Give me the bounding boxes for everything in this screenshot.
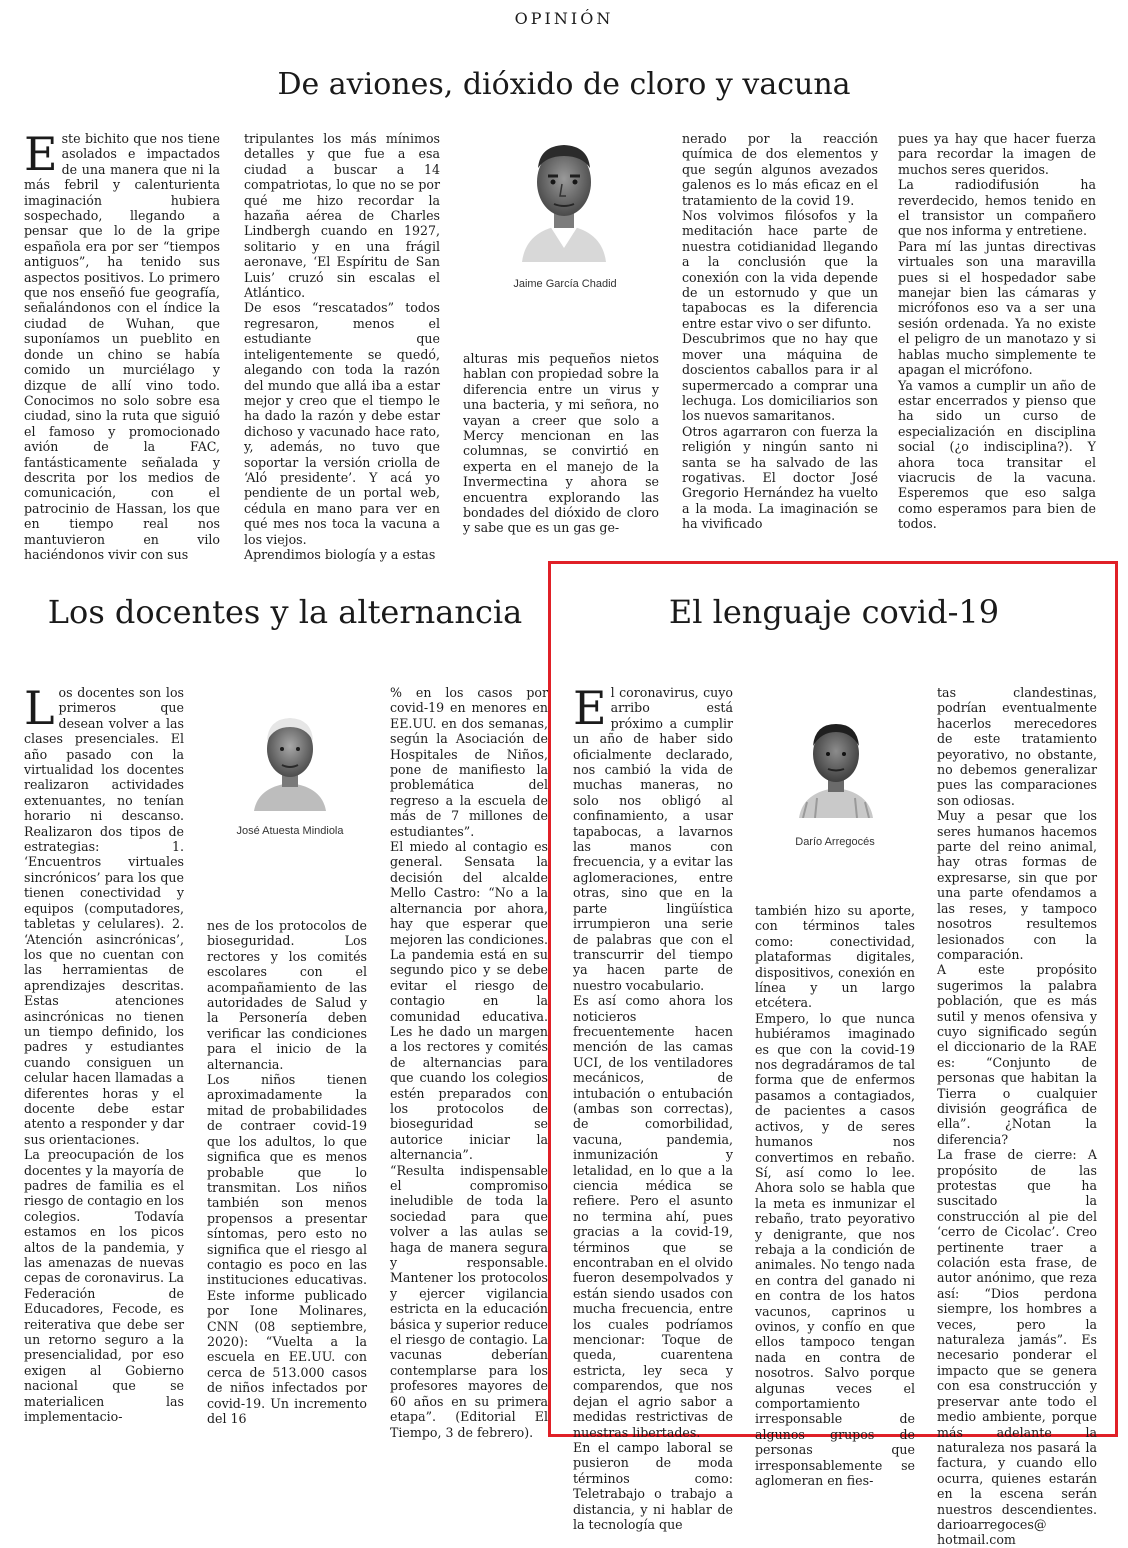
article1-paragraph: De esos “rescatados” todos regresaron, menos el estudiante que inteligentemente se quedó, alegando con toda la razón del mundo que allá iba a estar mejor y creo que el tiempo le ha dado la razón y debe estar dichoso y vacunado hace rato, y, además, no tuvo que soportar la versión criolla de ‘Aló presidente’. Y acá yo pendiente de un portal web, cédula en mano para ver en qué mes nos toca la vacuna a los viejos. (244, 300, 440, 547)
article2-paragraph: % en los casos por covid-19 en menores en EE.UU. en dos semanas, según la Asociación de Hospitales de Niños, pone de manifiesto la problemática del regreso a la escuela de más de 7 millones de estudiantes”. (390, 685, 548, 839)
drop-cap: E (573, 681, 607, 735)
article3-paragraph: La frase de cierre: A propósito de las protestas que ha suscitado la construcción al pie del ‘cerro de Cicolac’. Creo pertinente traer a colación esta frase, de autor anónimo, que reza así: “Dios perdona siempre, los hombres a veces, pero la naturaleza jamás”. Es necesario ponderar el impacto que se genera con esa construcción y preservar ante todo el medio ambiente, porque más adelante la naturaleza nos pasará la factura, y cuando ello ocurra, quienes estarán en la escena serán nuestros descendientes. darioarregoces@ hotmail.com (937, 1147, 1097, 1548)
drop-cap: E (24, 127, 58, 181)
article1-paragraph: tripulantes los más mínimos detalles y que fue a esa ciudad a buscar a 14 compatriotas, lo que no se por qué me hizo recordar la hazaña aérea de Charles Lindbergh cuando en 1927, solitario y en una frágil aeronave, ‘El Espíritu de San Luis’ cruzó sin escalas el Atlántico. (244, 131, 440, 301)
article1-column-1 (24, 127, 220, 562)
author-byline: Jaime García Chadid (513, 278, 617, 290)
article3-paragraph: En el campo laboral se pusieron de moda términos como: Teletrabajo o trabajo a distancia, y ni hablar de la tecnología que (573, 1439, 733, 1532)
article1-paragraph: Este bichito que nos tiene asolados e impactados de una manera que ni la más febril y calenturienta imaginación hubiera sospechado, llegando a pensar que lo de la gripe española era por ser “tiempos antiguos”, ha tenido sus aspectos positivos. Lo primero que nos enseñó fue geografía, señalándonos con el índice la ciudad de Wuhan, que suponíamos un pueblito en donde un chino se había comido un murciélago y dizque de allí vino todo. Conocimos no solo sobre esa ciudad, sino la ruta que siguió el famoso y promocionado avión de la FAC, fantásticamente señalada y descrita por los medios de comunicación, con el patrocinio de Hassan, los que en tiempo real nos mantuvieron en vilo haciéndonos vivir con sus (24, 127, 220, 562)
article3-paragraph: A este propósito sugerimos la palabra población, que es más sutil y menos ofensiva y cuyo significado según el diccionario de la RAE es: “Conjunto de personas que habitan la Tierra o cualquier división geográfica de ella”. ¿Notan la diferencia? (937, 962, 1097, 1147)
author-photo (512, 130, 616, 262)
article2-column-1 (24, 681, 184, 1425)
article3-column-2 (755, 903, 915, 1488)
article2-paragraph: Los niños tienen aproximadamente la mitad de probabilidades de contraer covid-19 que los adultos, lo que significa que es menos probable que lo transmitan. Los niños también son menos propensos a presentar síntomas, pero esto no significa que el riesgo al contagio es poco en las instituciones educativas. Este informe publicado por Ione Molinares, CNN (08 septiembre, 2020): “Vuelta a la escuela en EE.UU. con cerca de 513.000 casos de niños infectados por covid-19. Un incremento del 16 (207, 1072, 367, 1426)
article3-paragraph: El coronavirus, cuyo arribo está próximo a cumplir un año de haber sido oficialmente declarado, nos cambió la vida de muchas maneras, no solo nos obligó al confinamiento, a usar tapabocas, a lavarnos las manos con frecuencia, y a evitar las aglomeraciones, entre otras, sino que en la parte lingüística irrumpieron una serie de palabras que con el transcurrir del tiempo ya hacen parte de nuestro vocabulario. (573, 681, 733, 993)
article1-paragraph: nerado por la reacción química de dos elementos y que según algunos avezados galenos es lo más eficaz en el tratamiento de la covid 19. (682, 131, 878, 208)
article1-paragraph: Ya vamos a cumplir un año de estar encerrados y pienso que ha sido un curso de especialización en disciplina social (¿o indisciplina?). Y ahora toca transitar el viacrucis de la vacuna. Esperemos que eso salga como esperamos para bien de todos. (898, 377, 1096, 532)
author-photo (795, 714, 877, 818)
article1-paragraph: Para mí las juntas directivas virtuales son una maravilla pues si el hospedador sabe manejar bien las cámaras y micrófonos eso va a ser una sesión ordenada. Ya no existe el peligro de un manotazo y si hablas mucho simplemente te apagan el micrófono. (898, 238, 1096, 378)
article3-paragraph: tas clandestinas, podrían eventualmente hacerlos merecedores de este tratamiento peyorativo, no obstante, no debemos generalizar pues las comparaciones son odiosas. (937, 685, 1097, 808)
article2-headline: Los docentes y la alternancia (47, 593, 523, 631)
article1-paragraph: Otros agarraron con fuerza la religión y ningún santo ni santa se ha salvado de las rogativas. El doctor José Gregorio Hernández ha vuelto a la moda. La imaginación se ha vivificado (682, 423, 878, 532)
article3-column-3 (937, 685, 1097, 1548)
article2-column-3 (390, 685, 548, 1440)
article3-paragraph: Muy a pesar que los seres humanos hacemos parte del reino animal, hay otras formas de expresarse, sin que por una parte ofendamos a las reses, y tampoco nosotros resultemos lesionados con la comparación. (937, 808, 1097, 962)
article2-paragraph: Los docentes son los primeros que desean volver a las clases presenciales. El año pasado con la virtualidad los docentes realizaron actividades extenuantes, no tenían horario ni descanso. Realizaron dos tipos de estrategias: 1. ‘Encuentros virtuales sincrónicos’ para los que tienen conectividad y equipos (computadores, tabletas y celulares). 2. ‘Atención asincrónicas’, los que no cuentan con las herramientas de aprendizajes descritas. Estas atenciones asincrónicas no tienen un tiempo definido, los padres y estudiantes cuando consiguen un celular hacen llamadas a diferentes horas y el docente debe estar atento a responder y dar sus orientaciones. (24, 681, 184, 1147)
article1-paragraph: Descubrimos que no hay que mover una máquina de doscientos caballos para ir al supermercado a comprar una lechuga. Los domiciliarios son los nuevos samaritanos. (682, 331, 878, 424)
article1-headline: De aviones, dióxido de cloro y vacuna (277, 67, 851, 102)
article1-paragraph: Aprendimos biología y a estas (244, 546, 436, 562)
article1-column-2 (244, 131, 440, 562)
article1-paragraph: La radiodifusión ha reverdecido, hemos tenido en el transistor un compañero que nos informa y entretiene. (898, 177, 1096, 239)
author-byline: Darío Arregocés (795, 836, 875, 848)
section-label: OPINIÓN (514, 9, 614, 28)
article2-paragraph: La preocupación de los docentes y la mayoría de padres de familia es el riesgo de contagio en los colegios. Todavía estamos en los picos altos de la pandemia, y las amenazas de nuevas cepas de coronavirus. La Federación de Educadores, Fecode, es reiterativa que debe ser un retorno seguro a la presencialidad, por eso exigen al Gobierno nacional que se materialicen las implementacio- (24, 1147, 184, 1425)
article3-paragraph: Empero, lo que nunca hubiéramos imaginado es que con la covid-19 nos degradáramos de tal forma que de enfermos pasamos a contagiados, de pacientes a casos activos, y de seres humanos nos convertimos en rebaño. Sí, así como lo lee. Ahora solo se habla que la meta es inmunizar el rebaño, trato peyorativo y denigrante, que nos rebaja a la condición de animales. No tengo nada en contra del ganado ni en contra de los hatos vacunos, caprinos u ovinos, y confío en que ellos tampoco tengan nada en contra de nosotros. Salvo porque algunas veces el comportamiento irresponsable de algunos grupos de personas que irresponsablemente se aglomeran en fies- (755, 1010, 915, 1489)
article3-paragraph: Es así como ahora los noticieros frecuentemente hacen mención de las camas UCI, de los ventiladores mecánicos, de intubación o entubación (ambas son correctas), de comorbilidad, vacuna, pandemia, inmunización y letalidad, en lo que a la ciencia médica se refiere. Pero el asunto no termina ahí, pues gracias a la covid-19, términos que se encontraban en el olvido fueron desempolvados y están siendo usados con mucha frecuencia, entre los cuales podríamos mencionar: Toque de queda, cuarentena estricta, ley seca y comparendos, que nos dejan el agrio sabor a medidas restrictivas de nuestras libertades. (573, 993, 733, 1440)
article1-paragraph: pues ya hay que hacer fuerza para recordar la imagen de muchos seres queridos. (898, 131, 1096, 177)
article2-paragraph: nes de los protocolos de bioseguridad. Los rectores y los comités escolares con el acompañamiento de las autoridades de Salud y la Personería deben verificar las condiciones para el inicio de la alternancia. (207, 918, 367, 1072)
article1-column-4 (682, 131, 878, 532)
article2-column-2 (207, 918, 367, 1426)
article2-paragraph: El miedo al contagio es general. Sensata la decisión del alcalde Mello Castro: “No a la alternancia por ahora, hay que esperar que mejoren las condiciones. La pandemia está en su segundo pico y se debe evitar el riesgo de contagio en la comunidad educativa. Les he dado un margen a los rectores y comités de alternancias para que cuando los colegios estén preparados con los protocolos de bioseguridad se autorice iniciar la alternancia”. (390, 839, 548, 1163)
article1-paragraph: alturas mis pequeños nietos hablan con propiedad sobre la diferencia entre un virus y una bacteria, y mi señora, no vayan a creer que solo a Mercy mencionan en las columnas, se convirtió en experta en el manejo de la Invermectina y ahora se encuentra explorando las bondades del dióxido de cloro y sabe que es un gas ge- (463, 351, 659, 536)
author-byline: José Atuesta Mindiola (236, 825, 344, 837)
article1-column-3 (463, 351, 659, 536)
article1-column-5 (898, 131, 1096, 532)
author-photo (248, 707, 332, 811)
article3-paragraph: también hizo su aporte, con términos tales como: conectividad, plataformas digitales, dispositivos, conexión en línea y un largo etcétera. (755, 903, 915, 1011)
article3-column-1 (573, 681, 733, 1532)
article2-paragraph: “Resulta indispensable el compromiso ineludible de toda la sociedad para que volver a las aulas se haga de manera segura y responsable. Mantener los protocolos y ejercer vigilancia estricta en la educación básica y superior reduce el riesgo de contagio. La vacunas deberían contemplarse para los profesores mayores de 60 años en su primera etapa”. (Editorial El Tiempo, 3 de febrero). (390, 1162, 548, 1440)
drop-cap: L (24, 681, 55, 735)
article3-headline: El lenguaje covid-19 (668, 593, 1000, 631)
article1-paragraph: Nos volvimos filósofos y la meditación hace parte de nuestra cotidianidad llegando a la conclusión que la conexión con la vida depende de un estornudo y que un tapabocas es la diferencia entre estar vivo o ser difunto. (682, 208, 878, 331)
